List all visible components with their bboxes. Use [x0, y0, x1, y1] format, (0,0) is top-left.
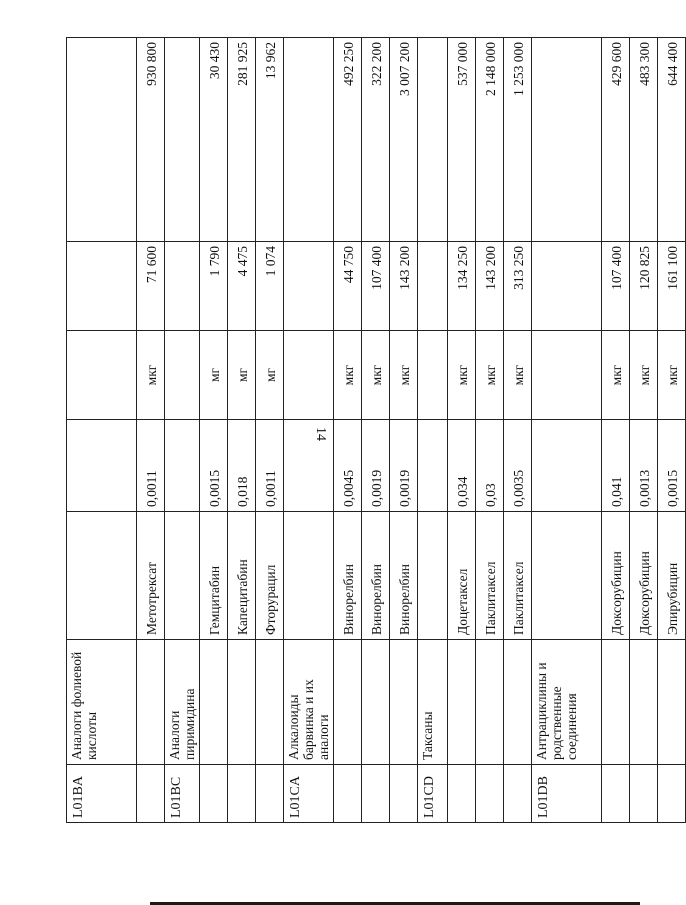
table-row [532, 38, 602, 823]
group-name-cell [334, 640, 362, 765]
price-cell: 71 600 [137, 242, 165, 331]
drug-name-cell: Эпирубицин [658, 512, 686, 640]
unit-cell: мкг [448, 331, 476, 420]
dose-cell: 0,0045 [334, 420, 362, 512]
drug-name-cell [284, 512, 334, 640]
total-cell: 322 200 [362, 38, 390, 242]
dose-cell: 0,0035 [504, 420, 532, 512]
page-number: 14 [313, 427, 328, 441]
unit-cell: мкг [390, 331, 418, 420]
drug-name-cell: Винорелбин [362, 512, 390, 640]
total-cell: 644 400 [658, 38, 686, 242]
dose-cell: 0,0011 [137, 420, 165, 512]
table-row [658, 38, 686, 823]
drug-name-cell: Доксорубицин [602, 512, 630, 640]
drug-name-cell [67, 512, 137, 640]
group-name-cell [504, 640, 532, 765]
table-row [362, 38, 390, 823]
total-cell: 1 253 000 [504, 38, 532, 242]
group-name-cell: Алкалоиды барвинка и их аналоги [284, 640, 334, 765]
total-cell [532, 38, 602, 242]
group-name-cell [200, 640, 228, 765]
drug-name-cell: Доцетаксел [448, 512, 476, 640]
group-name-cell: Антрациклины и родственные соединения [532, 640, 602, 765]
price-cell [532, 242, 602, 331]
atc-code-cell [602, 765, 630, 823]
group-name-cell [390, 640, 418, 765]
drug-name-cell: Гемцитабин [200, 512, 228, 640]
table-row [67, 38, 137, 823]
table-row [504, 38, 532, 823]
drug-name-cell [165, 512, 200, 640]
price-cell: 161 100 [658, 242, 686, 331]
price-cell: 44 750 [334, 242, 362, 331]
total-cell [67, 38, 137, 242]
total-cell: 429 600 [602, 38, 630, 242]
unit-cell: мг [228, 331, 256, 420]
price-cell [418, 242, 448, 331]
drug-name-cell: Паклитаксел [476, 512, 504, 640]
total-cell [284, 38, 334, 242]
total-cell: 492 250 [334, 38, 362, 242]
total-cell: 30 430 [200, 38, 228, 242]
total-cell [165, 38, 200, 242]
atc-code-cell [228, 765, 256, 823]
dose-cell: 0,0019 [362, 420, 390, 512]
drug-name-cell: Метотрексат [137, 512, 165, 640]
dose-cell [165, 420, 200, 512]
dose-cell: 0,018 [228, 420, 256, 512]
table-row [137, 38, 165, 823]
price-cell: 4 475 [228, 242, 256, 331]
price-cell: 143 200 [476, 242, 504, 331]
table-row [418, 38, 448, 823]
group-name-cell: Аналоги фолиевой кислоты [67, 640, 137, 765]
atc-code-cell [256, 765, 284, 823]
drug-table-rotated [66, 38, 680, 823]
price-cell: 134 250 [448, 242, 476, 331]
dose-cell: 0,0019 [390, 420, 418, 512]
drug-name-cell: Капецитабин [228, 512, 256, 640]
table-row [284, 38, 334, 823]
unit-cell [418, 331, 448, 420]
atc-code-cell [334, 765, 362, 823]
unit-cell [532, 331, 602, 420]
drug-name-cell: Винорелбин [334, 512, 362, 640]
total-cell: 281 925 [228, 38, 256, 242]
total-cell: 2 148 000 [476, 38, 504, 242]
total-cell: 3 007 200 [390, 38, 418, 242]
price-cell [284, 242, 334, 331]
drug-name-cell: Фторурацил [256, 512, 284, 640]
atc-code-cell [390, 765, 418, 823]
unit-cell: мкг [630, 331, 658, 420]
table-row [630, 38, 658, 823]
dose-cell: 0,0013 [630, 420, 658, 512]
dose-cell: 0,0015 [658, 420, 686, 512]
unit-cell [165, 331, 200, 420]
price-cell: 107 400 [362, 242, 390, 331]
dose-cell: 0,03 [476, 420, 504, 512]
drug-table [66, 37, 686, 823]
drug-name-cell [532, 512, 602, 640]
total-cell: 13 962 [256, 38, 284, 242]
unit-cell [67, 331, 137, 420]
dose-cell: 0,0015 [200, 420, 228, 512]
unit-cell [284, 331, 334, 420]
group-name-cell [658, 640, 686, 765]
dose-cell [418, 420, 448, 512]
table-row [200, 38, 228, 823]
atc-code-cell [200, 765, 228, 823]
price-cell: 1 074 [256, 242, 284, 331]
price-cell: 107 400 [602, 242, 630, 331]
group-name-cell [256, 640, 284, 765]
dose-cell: 0,0011 [256, 420, 284, 512]
table-row [476, 38, 504, 823]
group-name-cell [448, 640, 476, 765]
dose-cell [284, 420, 334, 512]
atc-code-cell [137, 765, 165, 823]
price-cell: 1 790 [200, 242, 228, 331]
drug-name-cell [418, 512, 448, 640]
table-row [165, 38, 200, 823]
group-name-cell [362, 640, 390, 765]
atc-code-cell [448, 765, 476, 823]
unit-cell: мкг [658, 331, 686, 420]
unit-cell: мкг [504, 331, 532, 420]
table-row [256, 38, 284, 823]
table-row [390, 38, 418, 823]
group-name-cell [137, 640, 165, 765]
table-row [448, 38, 476, 823]
atc-code-cell [362, 765, 390, 823]
drug-name-cell: Доксорубицин [630, 512, 658, 640]
drug-name-cell: Винорелбин [390, 512, 418, 640]
atc-code-cell: L01BA [67, 765, 137, 823]
group-name-cell [476, 640, 504, 765]
atc-code-cell [658, 765, 686, 823]
price-cell [165, 242, 200, 331]
total-cell: 930 800 [137, 38, 165, 242]
atc-code-cell: L01BC [165, 765, 200, 823]
unit-cell: мкг [476, 331, 504, 420]
unit-cell: мкг [137, 331, 165, 420]
group-name-cell [602, 640, 630, 765]
group-name-cell: Аналоги пиримидина [165, 640, 200, 765]
unit-cell: мкг [362, 331, 390, 420]
dose-cell: 0,034 [448, 420, 476, 512]
group-name-cell [630, 640, 658, 765]
dose-cell [532, 420, 602, 512]
price-cell: 143 200 [390, 242, 418, 331]
total-cell: 483 300 [630, 38, 658, 242]
atc-code-cell: L01CA [284, 765, 334, 823]
atc-code-cell: L01CD [418, 765, 448, 823]
drug-name-cell: Паклитаксел [504, 512, 532, 640]
total-cell: 537 000 [448, 38, 476, 242]
atc-code-cell [476, 765, 504, 823]
table-body [67, 38, 686, 823]
price-cell: 120 825 [630, 242, 658, 331]
price-cell: 313 250 [504, 242, 532, 331]
unit-cell: мг [200, 331, 228, 420]
group-name-cell: Таксаны [418, 640, 448, 765]
group-name-cell [228, 640, 256, 765]
unit-cell: мг [256, 331, 284, 420]
dose-cell: 0,041 [602, 420, 630, 512]
unit-cell: мкг [602, 331, 630, 420]
table-row [334, 38, 362, 823]
atc-code-cell: L01DB [532, 765, 602, 823]
atc-code-cell [504, 765, 532, 823]
price-cell [67, 242, 137, 331]
unit-cell: мкг [334, 331, 362, 420]
table-row [602, 38, 630, 823]
dose-cell [67, 420, 137, 512]
table-row [228, 38, 256, 823]
total-cell [418, 38, 448, 242]
atc-code-cell [630, 765, 658, 823]
